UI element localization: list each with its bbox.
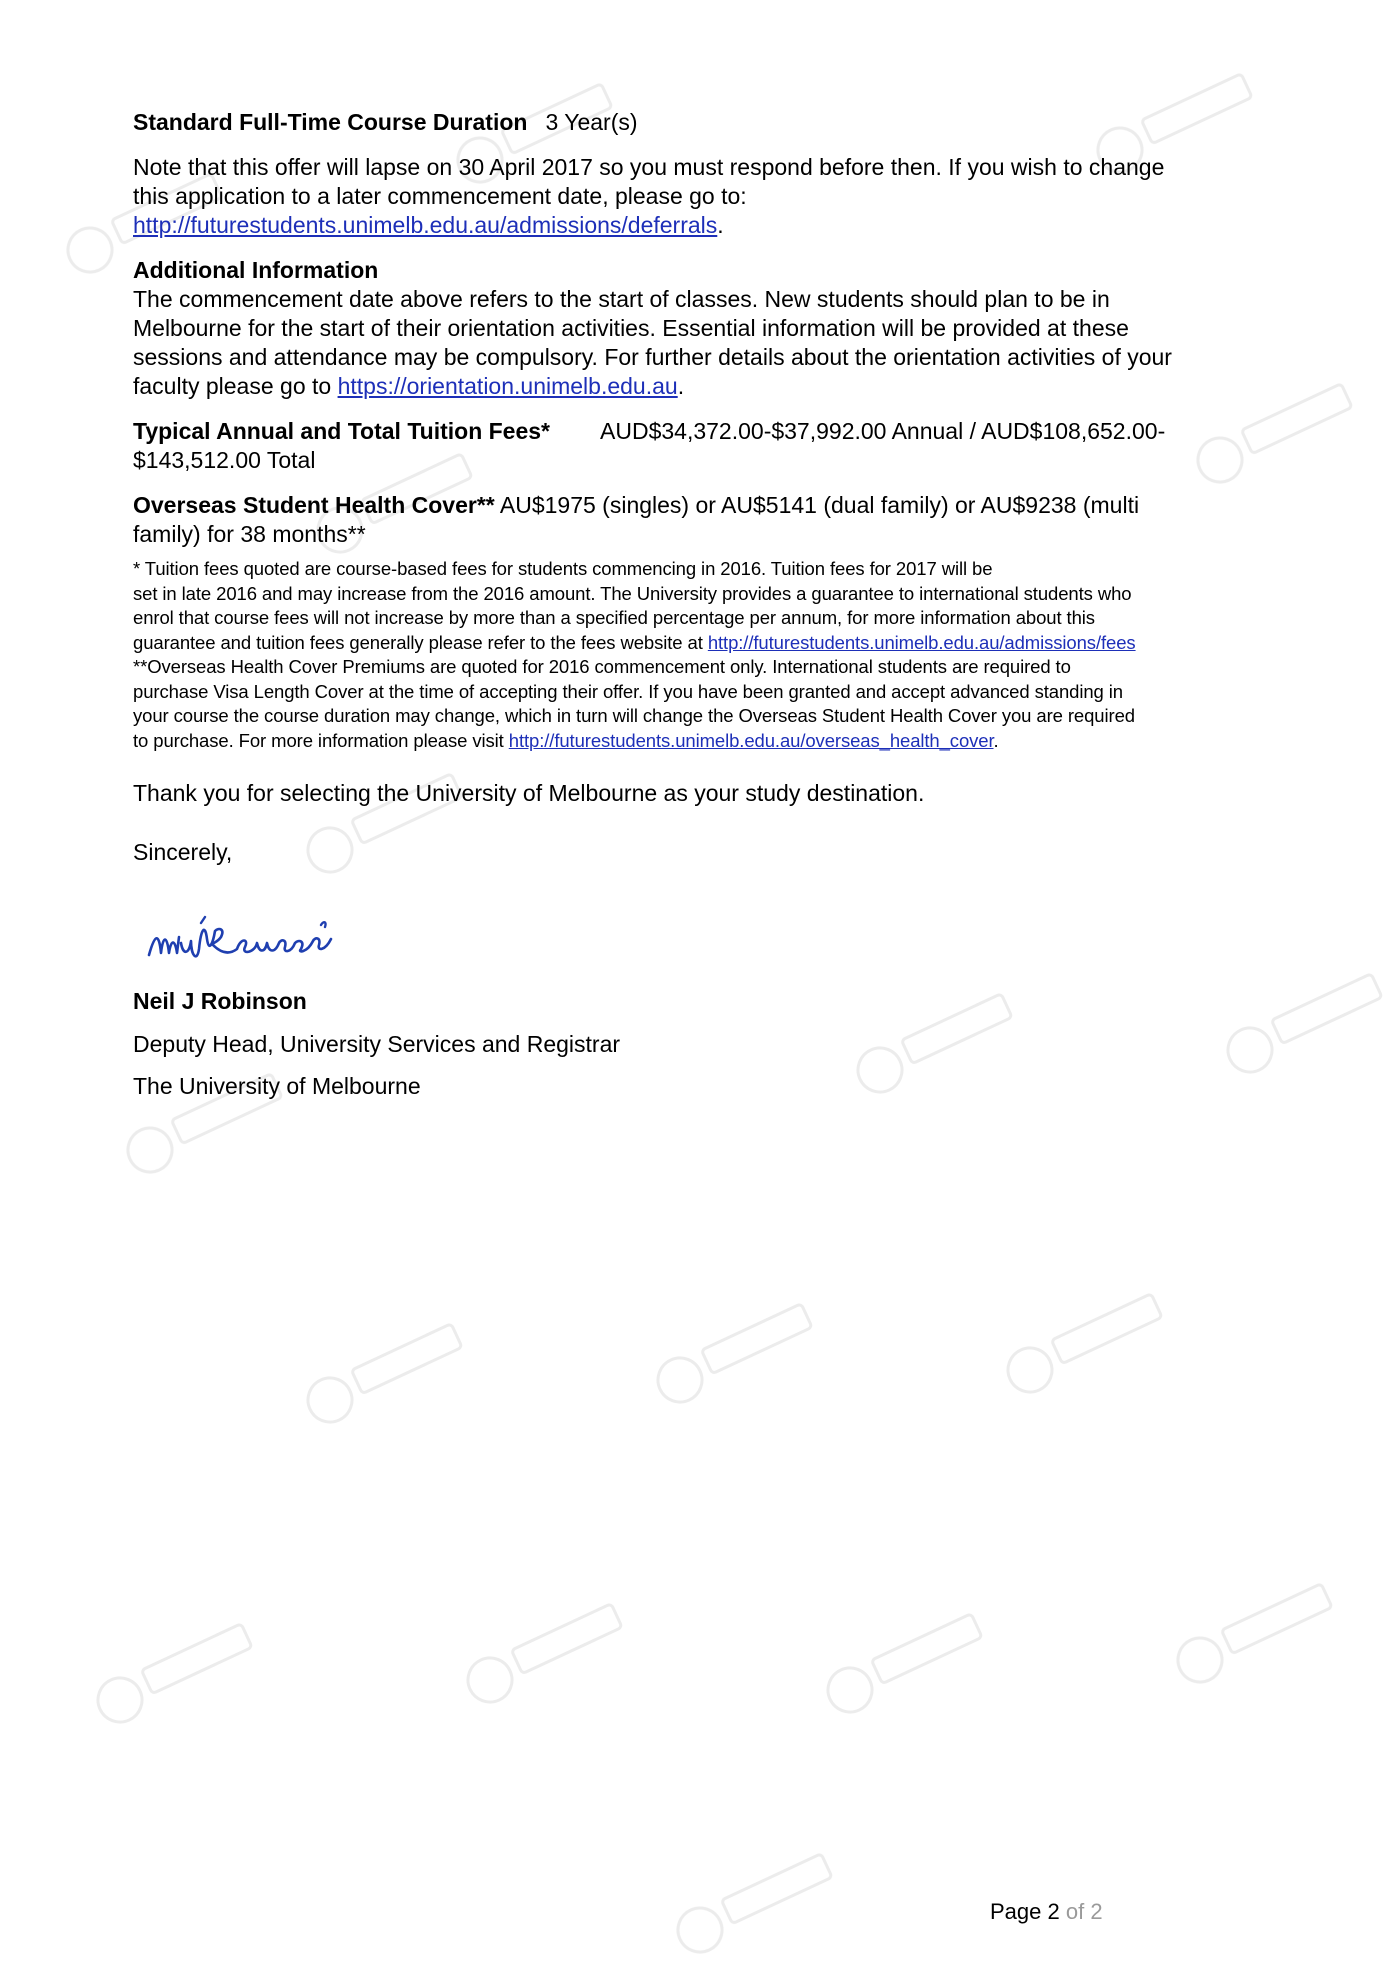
footnote-line-6: purchase Visa Length Cover at the time of accepting their offer. If you have been granted and accept advanced standing in: [133, 680, 1123, 702]
footnote-line-1: * Tuition fees quoted are course-based fees for students commencing in 2016. Tuition fees for 2017 will be: [133, 558, 993, 579]
orientation-link[interactable]: https://orientation.unimelb.edu.au: [337, 373, 678, 399]
footnote-line-4: guarantee and tuition fees generally please refer to the fees website at: [133, 631, 703, 653]
oshc-value-line-1: AU$1975 (singles) or AU$5141 (dual family) or AU$9238 (multi: [499, 492, 1140, 518]
footnote-line-5: **Overseas Health Cover Premiums are quoted for 2016 commencement only. International students are required to: [133, 656, 1071, 677]
tuition-fees: [133, 417, 1313, 475]
oshc-value-line-2: family) for 38 months**: [133, 521, 366, 547]
signatory-name: Neil J Robinson: [133, 988, 307, 1014]
sincerely-line: Sincerely,: [133, 839, 233, 865]
additional-line-3: sessions and attendance may be compulsory. For further details about the orientation activities of your: [133, 344, 1172, 370]
fees-value-line-2: $143,512.00 Total: [133, 447, 316, 473]
fees-link[interactable]: http://futurestudents.unimelb.edu.au/admissions/fees: [707, 631, 1136, 653]
additional-line-1: The commencement date above refers to the start of classes. New students should plan to be in: [133, 286, 1110, 312]
duration-value: 3 Year(s): [545, 109, 638, 135]
signature: [145, 893, 385, 973]
additional-line-2: Melbourne for the start of their orientation activities. Essential information will be provided at these: [133, 315, 1129, 341]
fees-value-line-1: AUD$34,372.00-$37,992.00 Annual / AUD$108,652.00-: [600, 418, 1166, 444]
page-number-total: of 2: [1065, 1899, 1103, 1924]
additional-period: .: [677, 373, 685, 399]
footnote-line-3: enrol that course fees will not increase by more than a specified percentage per annum, for more information about this: [133, 607, 1095, 628]
duration-label: Standard Full-Time Course Duration: [133, 109, 528, 135]
page-number-current: Page 2: [990, 1899, 1060, 1924]
lapse-notice: [133, 153, 1313, 240]
page-number: [990, 1898, 1103, 1926]
oshc-link[interactable]: http://futurestudents.unimelb.edu.au/overseas_health_cover: [508, 729, 994, 751]
course-duration: [133, 108, 1313, 137]
footnote-period: .: [993, 729, 999, 751]
footnote-line-7: your course the course duration may change, which in turn will change the Overseas Student Health Cover you are required: [133, 705, 1135, 726]
health-cover: [133, 491, 1313, 549]
letter-body: [133, 108, 1313, 1101]
footnote-line-8: to purchase. For more information please visit: [133, 729, 504, 751]
deferrals-link[interactable]: http://futurestudents.unimelb.edu.au/admissions/deferrals: [133, 212, 718, 238]
signatory-title: Deputy Head, University Services and Registrar: [133, 1031, 621, 1057]
footnote-line-2: set in late 2016 and may increase from the 2016 amount. The University provides a guarantee to international students who: [133, 582, 1132, 604]
oshc-label: Overseas Student Health Cover**: [133, 492, 495, 518]
lapse-period: .: [717, 212, 724, 238]
fees-label: Typical Annual and Total Tuition Fees*: [133, 418, 551, 444]
thanks-line: Thank you for selecting the University of Melbourne as your study destination.: [133, 780, 925, 806]
additional-information: [133, 256, 1313, 401]
signatory-organisation: The University of Melbourne: [133, 1073, 421, 1099]
footnotes: [133, 557, 1313, 753]
lapse-line-2: this application to a later commencement date, please go to:: [133, 183, 747, 209]
additional-heading: Additional Information: [133, 257, 379, 283]
lapse-line-1: Note that this offer will lapse on 30 April 2017 so you must respond before then. If you wish to change: [133, 154, 1165, 180]
additional-line-4: faculty please go to: [133, 373, 332, 399]
